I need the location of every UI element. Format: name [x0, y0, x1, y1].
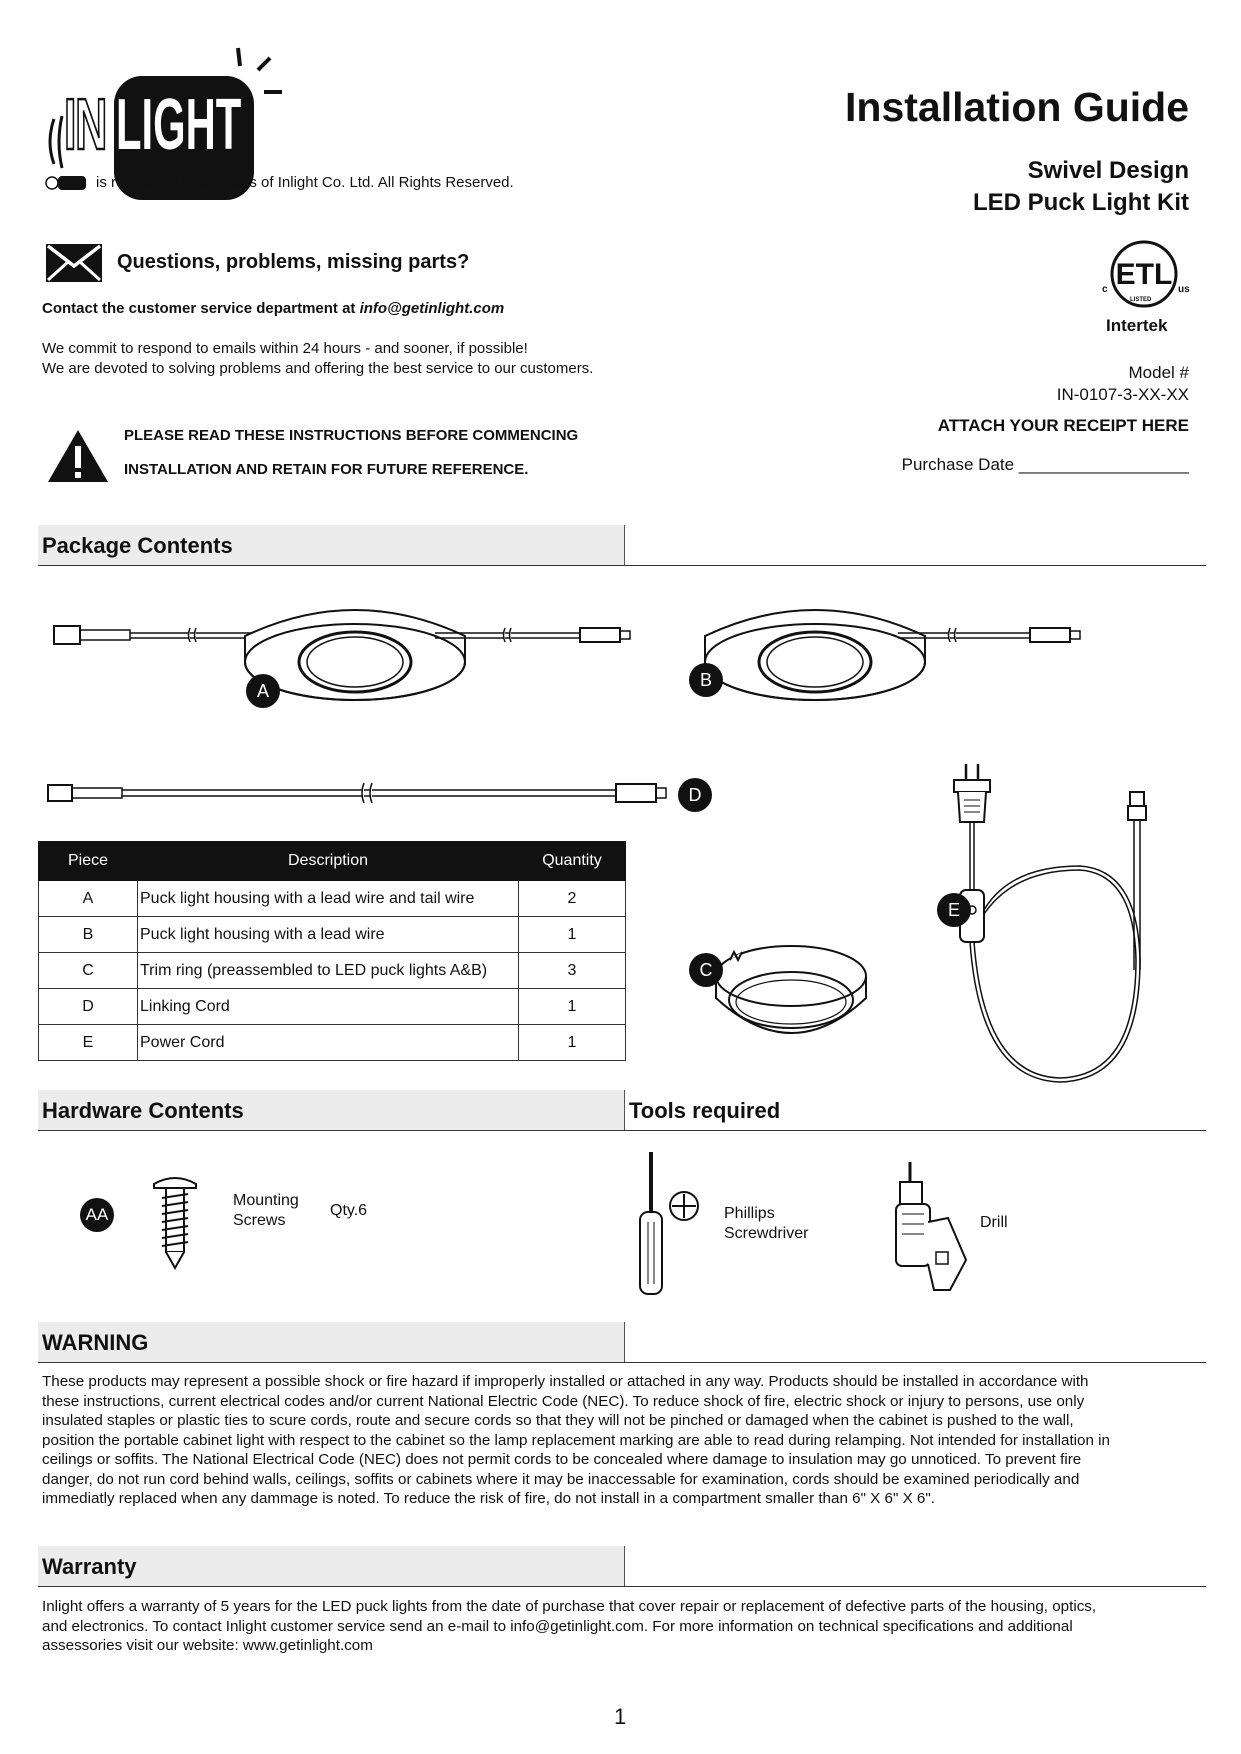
package-contents-header: [38, 525, 1206, 566]
drill-label: Drill: [980, 1214, 1008, 1231]
cell-piece: D: [39, 989, 138, 1025]
page-number: 1: [614, 1704, 627, 1729]
puck-light-b-illustration: [690, 590, 1090, 700]
etl-cert-mark: [1094, 240, 1194, 340]
product-line-1: Swivel Design: [1027, 157, 1189, 184]
table-row: [39, 917, 626, 953]
warning-line: ceilings or soffits. The National Electrical Code (NEC) does not permit cords to be concealed where damage to insulation may go unnoticed. To prevent fire: [42, 1451, 1082, 1468]
cert-listed: LISTED: [1130, 297, 1152, 303]
screwdriver-label-2: Screwdriver: [724, 1225, 809, 1242]
product-line-2: LED Puck Light Kit: [973, 189, 1189, 216]
brand-logo: [44, 44, 294, 164]
warning-line: immediatly replaced when any dammage is noted. To reduce the risk of fire, do not install in a compartment smaller than 6" X 6" X 6".: [42, 1490, 935, 1507]
warning-header: [38, 1322, 1206, 1363]
screw-label-1: Mounting: [233, 1192, 299, 1209]
cell-qty: 1: [519, 917, 626, 953]
warning-line: These products may represent a possible shock or fire hazard if improperly installed or attached in any way. Products should be installed in accordance with: [42, 1373, 1089, 1390]
label-badge-e: E: [937, 893, 971, 927]
warranty-line: assessories visit our website: www.getinlight.com: [42, 1637, 373, 1654]
column-header-quantity: Quantity: [519, 842, 626, 881]
warranty-header: [38, 1546, 1206, 1587]
cert-us: us: [1178, 284, 1190, 295]
receipt-label: ATTACH YOUR RECEIPT HERE: [937, 416, 1189, 435]
table-header-row: [39, 842, 626, 881]
column-header-piece: Piece: [39, 842, 138, 881]
model-label: Model #: [1128, 363, 1189, 382]
contact-prefix: Contact the customer service department at: [42, 300, 360, 317]
commit-line-1: We commit to respond to emails within 24 hours - and sooner, if possible!: [42, 340, 528, 357]
warranty-line: Inlight offers a warranty of 5 years for the LED puck lights from the date of purchase that cover repair or replacement of defective parts of the housing, optics,: [42, 1598, 1097, 1615]
screwdriver-label-1: Phillips: [724, 1205, 775, 1222]
table-row: [39, 1025, 626, 1061]
warning-line: danger, do not run cord behind walls, ceilings, soffits or cabinets where it may be inaccessable for examination, cords should be examined periodically and: [42, 1470, 1080, 1488]
phillips-screwdriver-icon: [636, 1150, 706, 1296]
warranty-line: and electronics. To contact Inlight customer service send an e-mail to info@getinlight.com. For more information on technical specifications and additional: [42, 1617, 1073, 1635]
screw-icon: [150, 1176, 200, 1270]
contact-question: Questions, problems, missing parts?: [117, 251, 470, 273]
label-badge-b: B: [689, 663, 723, 697]
warranty-paragraph: [42, 1597, 1202, 1656]
package-contents-table: [38, 841, 626, 1061]
model-number: IN-0107-3-XX-XX: [1056, 385, 1189, 404]
cell-piece: A: [39, 881, 138, 917]
package-contents-title: Package Contents: [42, 533, 233, 558]
warning-line: position the portable cabinet light with respect to the cabinet so the lamp replacement marking are able to read during relamping. Not intended for installation in: [42, 1431, 1110, 1449]
warning-line: these instructions, current electrical codes and/or current National Electric Code (NEC). To reduce shock of fire, electric shock or injury to persons, use only: [42, 1392, 1085, 1410]
cell-description: Trim ring (preassembled to LED puck lights A&B): [138, 953, 519, 989]
drill-icon: [890, 1160, 970, 1296]
cell-description: Puck light housing with a lead wire: [138, 917, 519, 953]
cert-c: c: [1102, 284, 1108, 295]
cell-piece: C: [39, 953, 138, 989]
power-cord-illustration: [940, 760, 1170, 1090]
svg-text:ETL: ETL: [1115, 258, 1173, 291]
cell-piece: B: [39, 917, 138, 953]
trim-ring-illustration: [712, 928, 872, 1058]
warning-title: WARNING: [42, 1330, 149, 1355]
small-logo-icon: [44, 175, 88, 191]
caution-icon: [46, 428, 110, 484]
table-row: [39, 953, 626, 989]
cert-maker: Intertek: [1106, 316, 1168, 335]
column-header-description: Description: [138, 842, 519, 881]
hardware-contents-title: Hardware Contents: [42, 1098, 244, 1123]
screw-label-2: Screws: [233, 1212, 286, 1229]
logo-text-light: LIGHT: [116, 85, 242, 165]
purchase-date-field: Purchase Date __________________: [901, 455, 1189, 474]
puck-light-a-illustration: [50, 590, 640, 700]
mail-icon: [46, 244, 102, 282]
label-badge-a: A: [246, 674, 280, 708]
label-badge-d: D: [678, 778, 712, 812]
label-badge-aa: AA: [80, 1198, 114, 1232]
tools-required-title: Tools required: [629, 1098, 781, 1123]
contact-line: [42, 300, 504, 317]
notice-line-1: PLEASE READ THESE INSTRUCTIONS BEFORE COMMENCING: [124, 427, 579, 444]
cell-piece: E: [39, 1025, 138, 1061]
commit-line-2: We are devoted to solving problems and offering the best service to our customers.: [42, 360, 594, 377]
label-badge-c: C: [689, 953, 723, 987]
cell-description: Power Cord: [138, 1025, 519, 1061]
warranty-title: Warranty: [42, 1554, 137, 1579]
cell-qty: 3: [519, 953, 626, 989]
hardware-contents-header: [38, 1090, 1206, 1131]
screw-qty: Qty.6: [330, 1202, 368, 1219]
linking-cord-illustration: [46, 775, 686, 815]
table-row: [39, 989, 626, 1025]
warning-paragraph: [42, 1372, 1202, 1509]
logo-text-in: IN: [64, 85, 107, 165]
page-title: Installation Guide: [845, 84, 1189, 130]
table-row: [39, 881, 626, 917]
cell-qty: 1: [519, 1025, 626, 1061]
notice-line-2: INSTALLATION AND RETAIN FOR FUTURE REFERENCE.: [124, 461, 529, 478]
trademark-text: is registered trademarks of Inlight Co. Ltd. All Rights Reserved.: [96, 174, 514, 191]
cell-description: Linking Cord: [138, 989, 519, 1025]
cell-description: Puck light housing with a lead wire and tail wire: [138, 881, 519, 917]
cell-qty: 1: [519, 989, 626, 1025]
contact-email-link[interactable]: info@getinlight.com: [359, 300, 505, 317]
warning-line: insulated staples or plastic ties to scure cords, route and secure cords so that they will not be pinched or damaged when the cabinet is pushed to the wall,: [42, 1412, 1074, 1429]
cell-qty: 2: [519, 881, 626, 917]
